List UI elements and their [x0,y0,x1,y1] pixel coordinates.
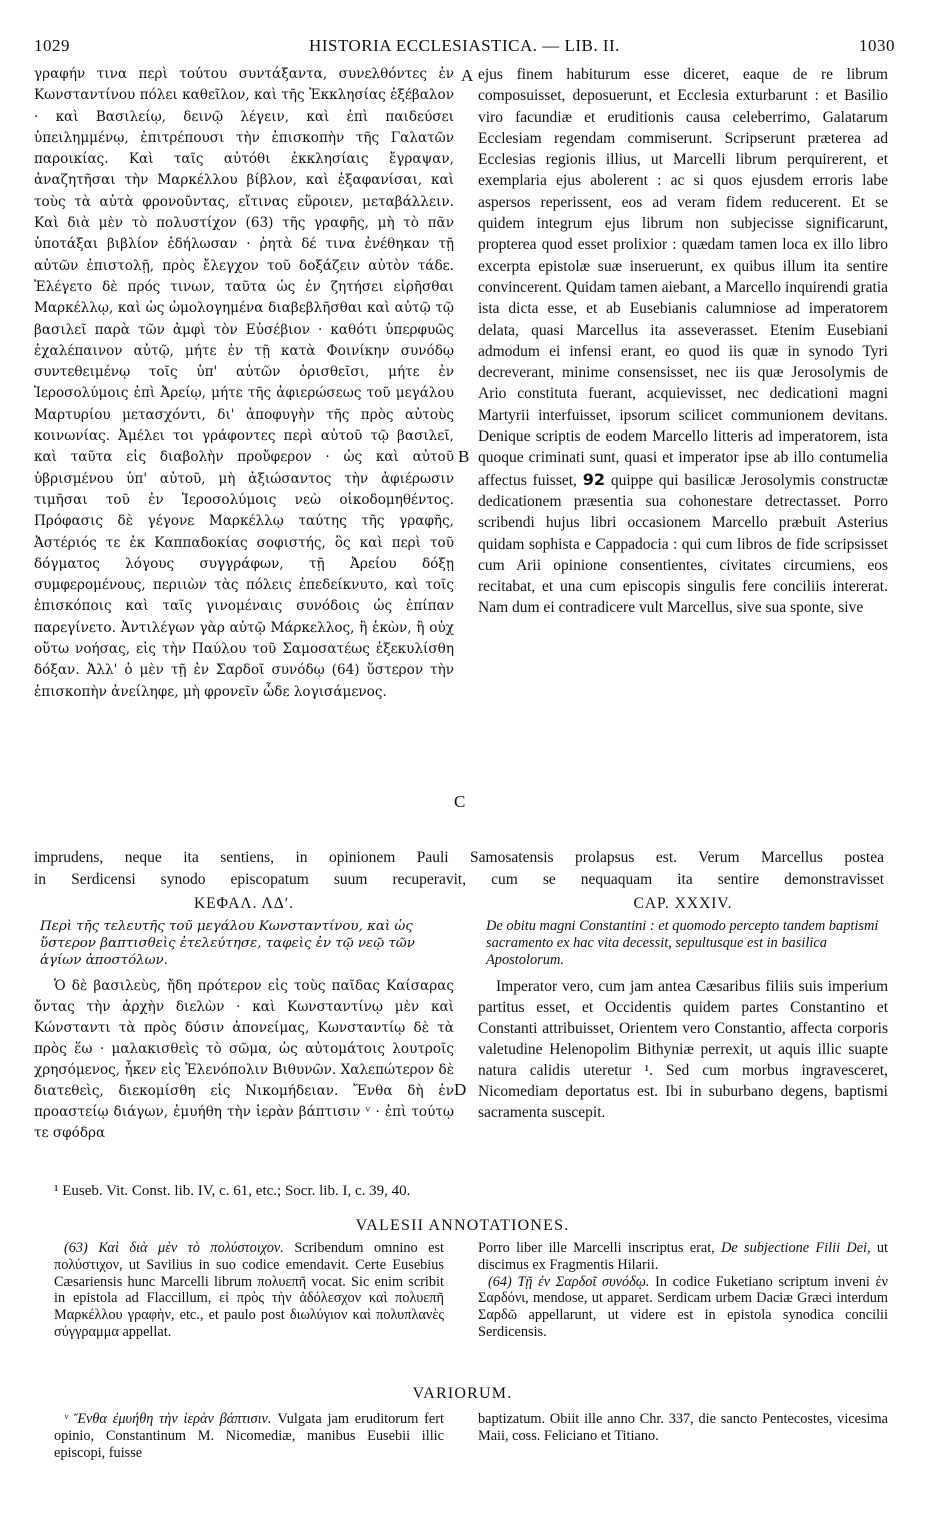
variorum-text-left: Vulgata jam eruditorum fert opinio, Constantinum M. Nicomediæ, manibus Eusebii illic episcopi, fuisse [54,1411,444,1461]
variorum-lemma: ᵛ Ἔνθα ἐμυήθη τὴν ἱερὰν βάπτισιν. [64,1411,272,1427]
margin-marker-b: B [458,447,470,466]
valesii-text-63: Scribendum omnino est πολύστιχον, ut Savilius in suo codice emendavit. Certe Eusebius Cæsariensis hunc Marcelli librum πολυεπῆ vocat. Sic enim scribit in epistola ad Flaccillum, εἰ πρὸς τὴν ἀδόλεσχον καὶ πολυεπῆ Μαρκέλλου γραφὴν, etc., et paulo post διωλύγιον καὶ πολυπλανὲς σύγγραμμα appellat. [54,1240,445,1340]
left-page-number: 1029 [34,36,70,55]
latin-column-lower [478,976,888,1123]
greek-paragraph-upper: γραφήν τινα περὶ τούτου συντάξαντα, συνελθόντες ἐν Κωνσταντίνου πόλει καθεῖλον, καὶ τῆς Ἐκκλησίας ἐξέβαλον · καὶ Βασιλείῳ, δεινῷ λέγειν, καὶ ἐπὶ παιδεύσει ὑπειλημμένῳ, ἐπιτρέπουσι τὴν ἐπισκοπὴν τῆς Γαλατῶν παροικίας. Καὶ ταῖς αὐτόθι ἐκκλησίαις ἔγραψαν, ἀναζητῆσαι τὴν Μαρκέλλου βίβλον, καὶ ἐξαφανίσαι, καὶ τοὺς τὰ αὐτὰ φρονοῦντας, εἴτινας εὕροιεν, μεταβάλλειν. Καὶ διὰ μὲν τὸ πολυστίχον (63) τῆς γραφῆς, μὴ τὸ πᾶν ὑποτάξαι βιβλίον ἐδήλωσαν · ῥητὰ δέ τινα ἐνέθηκαν τῇ αὐτῶν ἐπιστολῇ, πρὸς ἔλεγχον τοῦ δοξάζειν αὐτὸν τάδε. Ἐλέγετο δὲ πρός τινων, ταῦτα ὡς ἐν ζητήσει εἰρῆσθαι Μαρκέλλῳ, καὶ ὡς ὡμολογημένα διαβεβλῆσθαι καὶ αὐτῷ τῷ βασιλεῖ παρὰ τῶν ἀμφὶ τὸν Εὐσέβιον · καθότι ὑπερφυῶς ἐχαλέπαινον αὐτῷ, μήτε ἐν τῇ κατὰ Φοινίκην συνόδῳ συντεθειμένῳ τοῖς ὑπ' αὐτῶν ὁρισθεῖσι, μήτε ἐν Ἱεροσολύμοις ἐπὶ Ἀρείῳ, μήτε τῆς ἀφιερώσεως τοῦ μεγάλου Μαρτυρίου μετασχόντι, δι' ἀποφυγὴν τῆς πρὸς αὐτοὺς κοινωνίας. Ἀμέλει τοι γράφοντες περὶ αὐτοῦ τῷ βασιλεῖ, καὶ ταῦτα εἰς διαβολὴν προὔφερον · ὡς καὶ αὐτοῦ ὑβρισμένου ὑπ' αὐτοῦ, μὴ ἀξιώσαντος τὴν ἀφιέρωσιν τιμῆσαι τοῦ ἐν Ἱεροσολύμοις νεὼ οἰκοδομηθέντος. Πρόφασις δὲ γέγονε Μαρκέλλῳ ταύτης τῆς γραφῆς, Ἀστέριός τε ἐκ Καππαδοκίας σοφιστής, ὃς καὶ περὶ τοῦ δόγματος λόγους συγγράφων, τῇ Ἀρείου δόξῃ συμφερομένους, περιιὼν τὰς πόλεις ἐπεδείκνυτο, καὶ τοῖς ἐπισκόποις καὶ ταῖς γινομέναις συνόδοις ὡς ἐπίπαν παρεγίνετο. Ἀντιλέγων γὰρ αὐτῷ Μάρκελλος, ἢ ἑκὼν, ἢ οὐχ οὕτω νοήσας, εἰς τὴν Παύλου τοῦ Σαμοσατέως ἐξεκυλίσθη δόξαν. Ἀλλ' ὁ μὲν τῇ ἐν Σαρδοῖ συνόδῳ (64) ὕστερον τὴν ἐπισκοπὴν ἀνείληφε, μὴ φρονεῖν ὧδε λογισάμενος. [34,66,454,700]
variorum-left-column [54,1411,444,1461]
variorum-heading: VARIORUM. [412,1385,513,1402]
latin-column-upper [478,64,888,619]
chapter-heading-latin: CAP. XXXIV. [633,895,733,912]
valesii-continuation-end: ut discimus ex Fragmentis Hilarii. [478,1240,889,1273]
full-width-line-2: in Serdicensi synodo episcopatum suum recuperavit, cum se nequaquam ita sentire demonstravisset [34,871,884,888]
greek-column-lower [34,976,454,1144]
chapter-heading-greek: ΚΕΦΑΛ. ΛΔʹ. [193,895,295,912]
valesii-continuation [478,1240,888,1274]
valesii-lemma-64: (64) Τῇ ἐν Σαρδοῖ συνόδῳ. [488,1273,650,1290]
valesii-right-column [478,1240,888,1341]
latin-paragraph-lower: Imperator vero, cum jam antea Cæsaribus filiis suis imperium partitus esset, et Occidentis quidem partes Constantino et Constanti attribuisset, Orientem vero Constantio, affecta corporis valetudine Helenopolim Bithyniæ perrexit, ut aquis illic suapte natura calidis uteretur ¹. Sed cum morbus ingravesceret, Nicomediam deportatus est. Ibi in suburbano degens, baptismi sacramenta suscepit. [478,978,888,1121]
variorum-note-v [54,1411,444,1461]
valesii-continuation-text: Porro liber ille Marcelli inscriptus erat, [478,1240,715,1256]
margin-marker-c: C [454,792,466,811]
variorum-right-column [478,1411,888,1445]
greek-column-upper [34,64,454,703]
column-number-marker: 92 [582,469,605,489]
valesii-left-column [54,1240,444,1341]
margin-marker-d: D [454,1080,467,1099]
valesii-note-63 [54,1240,444,1341]
full-width-line-1: imprudens, neque ita sentiens, in opinionem Pauli Samosatensis prolapsus est. Verum Marcellus postea [34,849,884,866]
right-page-number: 1030 [859,36,895,55]
valesii-lemma-63: (63) Καὶ διὰ μὲν τὸ πολύστοιχον. [64,1240,284,1256]
valesii-book-title: De subjectione Filii Dei, [721,1240,871,1256]
footnote: ¹ Euseb. Vit. Const. lib. IV, c. 61, etc.; Socr. lib. I, c. 39, 40. [54,1183,411,1199]
variorum-text-right: baptizatum. Obiit ille anno Chr. 337, die sancto Pentecostes, vicesima Maii, coss. Feliciano et Titiano. [478,1411,888,1444]
running-title: HISTORIA ECCLESIASTICA. — LIB. II. [309,36,620,55]
valesii-text-64: In codice Fuketiano scriptum inveni ἐν Σαρδόνι, mendose, ut apparet. Serdicam urbem Daciæ Græci interdum Σαρδῶ appellarunt, ut videre est in epistola synodica concilii Serdicensis. [478,1273,888,1340]
chapter-summary-greek: Περὶ τῆς τελευτῆς τοῦ μεγάλου Κωνσταντίνου, καὶ ὡς ὕστερον βαπτισθεὶς ἐτελεύτησε, ταφεὶς ἐν τῷ νεῷ τῶν ἁγίων ἀποστόλων. [40,919,415,968]
running-header [34,36,895,62]
chapter-summary-latin: De obitu magni Constantini : et quomodo percepto tandem baptismi sacramento ex hac vita decessit, sepultusque est in basilica Apostolorum. [486,918,879,968]
latin-paragraph-upper [478,64,888,619]
greek-paragraph-lower: Ὁ δὲ βασιλεὺς, ἤδη πρότερον εἰς τοὺς παῖδας Καίσαρας ὄντας τὴν ἀρχὴν διελὼν · καὶ Κωνσταντίνῳ μὲν καὶ Κώνσταντι τὰ πρὸς δύσιν ἀπονείμας, Κωνσταντίῳ δὲ τὰ πρὸς ἕω · μαλακισθεὶς τὸ σῶμα, ὡς αὐτομάτοις λουτροῖς χρησόμενος, ἧκεν εἰς Ἑλενόπολιν Βιθυνῶν. Χαλεπώτερον δὲ διατεθεὶς, διεκομίσθη εἰς Νικομήδειαν. Ἔνθα δὴ ἐν προαστείῳ διάγων, ἐμυήθη τὴν ἱερὰν βάπτισιν ᵛ · ἐπὶ τούτῳ τε σφόδρα [34,978,454,1141]
valesii-heading: VALESII ANNOTATIONES. [355,1217,570,1234]
latin-text-upper-b: quippe qui basilicæ Jerosolymis constructæ dedicationem præsentia sua cohonestare detrectasset. Porro scribendi hujus libri occasionem Marcello præbuit Asterius quidam sophista e Cappadocia : qui cum libros de fide scripsisset cum Arii opinione consentientes, civitates circumiens, eos recitabat, et una cum episcopis singulis fere conciliis intererat. Nam dum ei contradicere vult Marcellus, sive sua sponte, sive [478,471,889,617]
margin-marker-a: A [461,66,474,85]
latin-text-upper-a: ejus finem habiturum esse diceret, eaque de re librum composuisset, deposuerunt, et Ecclesia exturbarunt : et Basilio viro facundiæ et eruditionis causa celeberrimo, Galatarum Ecclesiam regendam commiserunt. Scripserunt præterea ad Ecclesias regionis illius, ut Marcelli librum perquirerent, et exemplaria ejus abolerent : ac si quos ejusdem erroris labe aspersos reperissent, eos ad veram fidem reducerent. Et se quidem integrum ejus librum non subjecisse significarunt, propterea quod esset prolixior : quædam tamen loca ex illo libro excerpta epistolæ suæ inseruerunt, ex quibus illum ita sentire convincerent. Quidam tamen aiebant, a Marcello inquirendi gratia ista dicta esse, et ab Eusebianis calumniose ad imperatorem delata, quasi Marcellus ita asseverasset. Etenim Eusebiani admodum ei infensi erant, eo quod iis quæ in synodo Tyri decreverant, minime consensisset, nec iis quæ Jerosolymis de Ario constituta fuerant, acquievisset, nec dedicationi magni Martyrii interfuisset, ipsorum scilicet communionem devitans. Denique scriptis de eodem Marcello litteris ad imperatorem, ista quoque criminati sunt, quasi et imperator ipse ab illo contumelia affectus fuisset, [478,66,888,489]
valesii-note-64 [478,1274,888,1341]
